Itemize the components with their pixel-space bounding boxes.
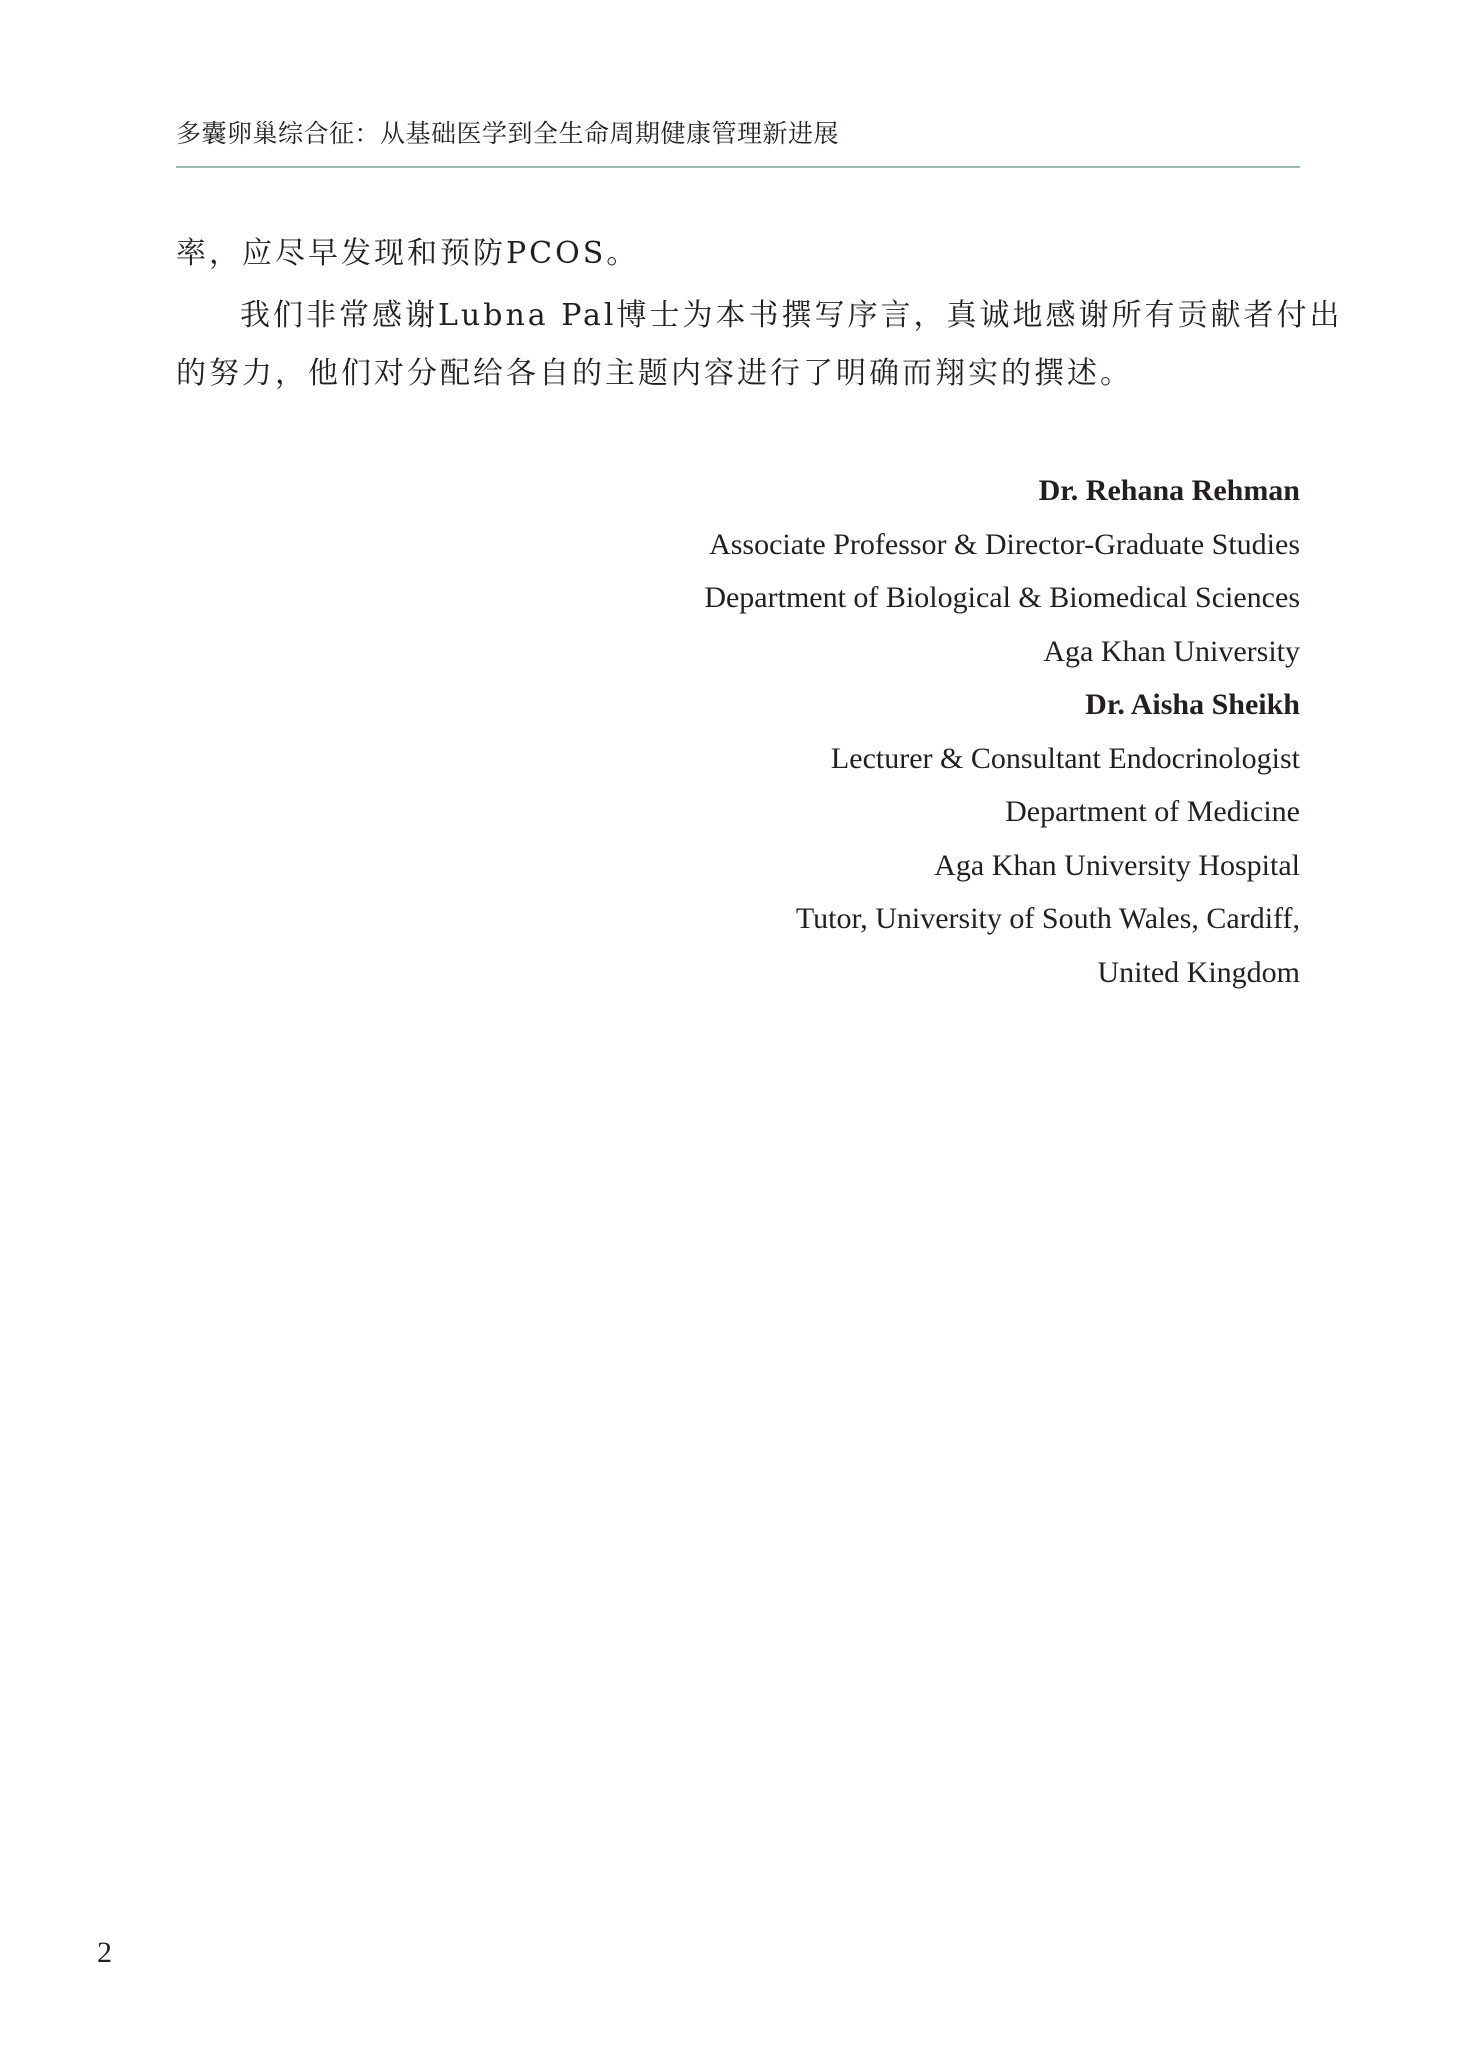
author-2-department: Department of Medicine — [1005, 795, 1300, 828]
running-header: 多囊卵巢综合征：从基础医学到全生命周期健康管理新进展 — [176, 119, 840, 148]
author-1-institution: Aga Khan University — [1043, 634, 1300, 668]
author-1-title: Associate Professor & Director-Graduate Studies — [709, 527, 1300, 561]
author-2-affiliation-line-1: Tutor, University of South Wales, Cardiff, — [795, 902, 1300, 935]
body-paragraph-2-line-2: 的努力，他们对分配给各自的主题内容进行了明确而翔实的撰述。 — [176, 356, 1133, 391]
author-1-department: Department of Biological & Biomedical Sciences — [704, 581, 1300, 614]
author-1-name: Dr. Rehana Rehman — [1038, 474, 1300, 507]
author-2-institution: Aga Khan University Hospital — [934, 848, 1300, 882]
body-paragraph-2-line-1: 我们非常感谢Lubna Pal博士为本书撰写序言，真诚地感谢所有贡献者付出 — [240, 298, 1343, 333]
author-2-name: Dr. Aisha Sheikh — [1085, 688, 1300, 721]
header-divider — [176, 166, 1300, 168]
author-2-affiliation-line-2: United Kingdom — [1097, 955, 1300, 989]
page-number: 2 — [97, 1936, 112, 1969]
signature-block — [704, 464, 1300, 999]
author-2-title: Lecturer & Consultant Endocrinologist — [830, 741, 1300, 775]
body-paragraph-1: 率，应尽早发现和预防PCOS。 — [176, 236, 640, 271]
